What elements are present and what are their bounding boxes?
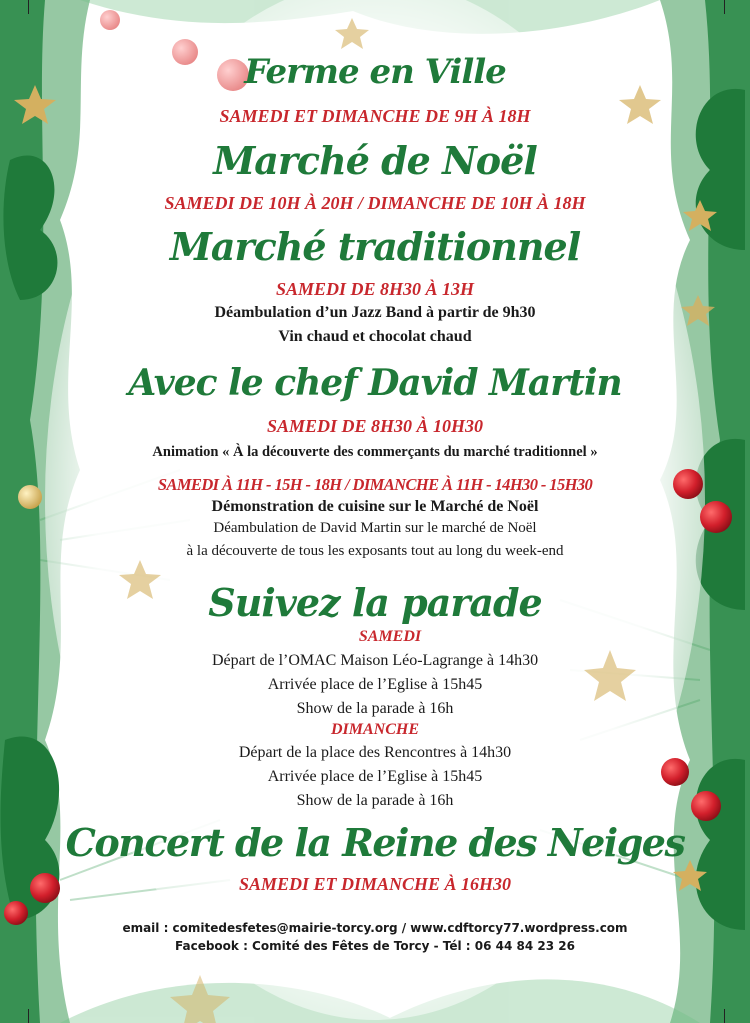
vin-chaud-line: Vin chaud et chocolat chaud	[278, 328, 472, 345]
section-title-marche-trad: Marché traditionnel	[169, 224, 581, 269]
parade-samedi-line: Show de la parade à 16h	[296, 700, 454, 717]
parade-dimanche-line: Arrivée place de l’Eglise à 15h45	[267, 768, 483, 785]
animation-line: Animation « À la découverte des commerçants du marché traditionnel »	[152, 444, 598, 460]
parade-dimanche-label: DIMANCHE	[330, 721, 420, 738]
section-time-concert: SAMEDI ET DIMANCHE À 16H30	[238, 874, 512, 894]
section-title-ferme: Ferme en Ville	[244, 52, 506, 92]
parade-dimanche-line: Show de la parade à 16h	[296, 792, 454, 809]
section-title-parade: Suivez la parade	[208, 580, 542, 625]
footer-contact: email : comitedesfetes@mairie-torcy.org / www.cdftorcy77.wordpress.com	[122, 921, 628, 935]
decouverte-line: à la découverte de tous les exposants tout au long du week-end	[186, 543, 564, 559]
section-time-marche-noel: SAMEDI DE 10H À 20H / DIMANCHE DE 10H À 18H	[164, 193, 586, 213]
parade-samedi-line: Arrivée place de l’Eglise à 15h45	[267, 676, 483, 693]
section-time-chef-2: SAMEDI À 11H - 15H - 18H / DIMANCHE À 11H - 14H30 - 15H30	[157, 475, 593, 494]
section-time-marche-trad: SAMEDI DE 8H30 À 13H	[275, 279, 475, 299]
demonstration-line: Démonstration de cuisine sur le Marché de Noël	[211, 498, 539, 515]
parade-dimanche-line: Départ de la place des Rencontres à 14h30	[238, 744, 512, 761]
parade-samedi-line: Départ de l’OMAC Maison Léo-Lagrange à 14h30	[211, 652, 539, 669]
parade-samedi-label: SAMEDI	[358, 628, 422, 645]
section-time-ferme: SAMEDI ET DIMANCHE DE 9H À 18H	[219, 106, 531, 126]
section-title-concert: Concert de la Reine des Neiges	[65, 820, 685, 865]
section-title-chef: Avec le chef David Martin	[128, 362, 622, 404]
jazz-band-line: Déambulation d’un Jazz Band à partir de 9h30	[214, 304, 536, 321]
deambulation-chef-line: Déambulation de David Martin sur le marché de Noël	[213, 520, 537, 536]
footer-facebook: Facebook : Comité des Fêtes de Torcy - Tél : 06 44 84 23 26	[174, 939, 575, 953]
section-time-chef-1: SAMEDI DE 8H30 À 10H30	[266, 416, 484, 436]
section-title-marche-noel: Marché de Noël	[213, 138, 537, 183]
